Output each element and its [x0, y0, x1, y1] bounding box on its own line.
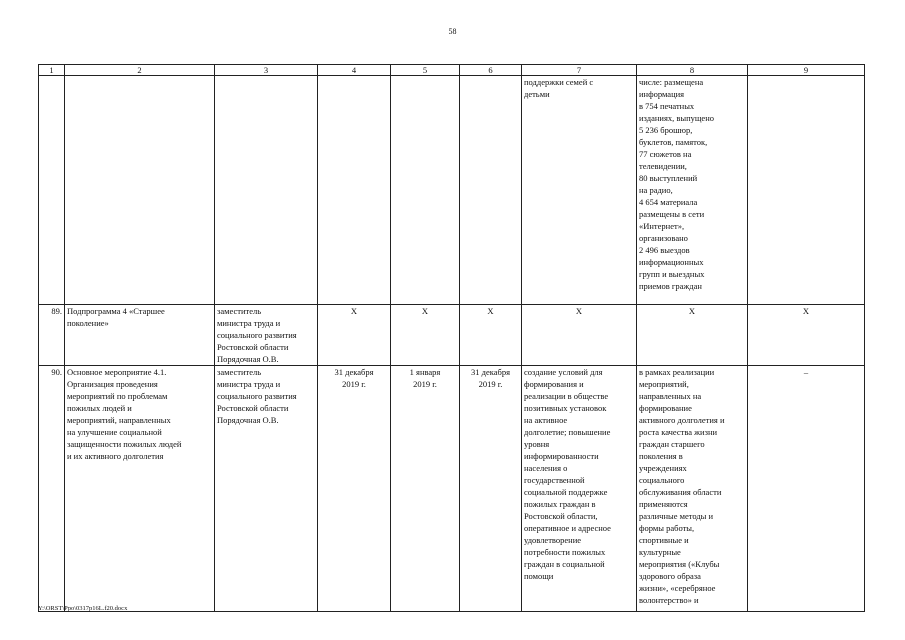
x-mark: Х [748, 305, 865, 366]
planned-date: 31 декабря 2019 г. [318, 366, 391, 612]
table-cell [215, 76, 318, 305]
header-cell: 6 [460, 65, 522, 76]
responsible-person: заместитель министра труда и социального развития Ростовской области Порядочная О.В. [215, 366, 318, 612]
table-cell [460, 76, 522, 305]
actual-results-cell: числе: размещена информация в 754 печатных изданиях, выпущено 5 236 брошюр, буклетов, памяток, 77 сюжетов на телевидении, 80 выступлений на радио, 4 654 материала размещены в сети «Интернет», организовано 2 496 выездов информационных групп и выездных приемов граждан [637, 76, 748, 305]
actual-results: в рамках реализации мероприятий, направленных на формирование активного долголетия и роста качества жизни граждан старшего поколения в учреждениях социального обслуживания области применяются различные методы и формы работы, спортивные и культурные мероприятия («Клубы здорового образа жизни», «серебряное волонтерство» и [637, 366, 748, 612]
page-number: 58 [448, 27, 457, 36]
activity-name: Основное мероприятие 4.1. Организация проведения мероприятий по проблемам пожилых людей и мероприятий, направленных на улучшение социальной защищенности пожилых людей и их активного долголетия [65, 366, 215, 612]
header-cell: 9 [748, 65, 865, 76]
end-date: 31 декабря 2019 г. [460, 366, 522, 612]
x-mark: Х [637, 305, 748, 366]
results-cell: поддержки семей с детьми [522, 76, 637, 305]
header-cell: 2 [65, 65, 215, 76]
row-number: 90. [39, 366, 65, 612]
x-mark: Х [460, 305, 522, 366]
header-cell: 8 [637, 65, 748, 76]
program-table [38, 64, 865, 612]
notes-cell: – [748, 366, 865, 612]
table-cell [65, 76, 215, 305]
table-cell [318, 76, 391, 305]
responsible-person: заместитель министра труда и социального развития Ростовской области Порядочная О.В. [215, 305, 318, 366]
header-cell: 3 [215, 65, 318, 76]
x-mark: Х [318, 305, 391, 366]
program-name: Подпрограмма 4 «Старшее поколение» [65, 305, 215, 366]
table-cell [748, 76, 865, 305]
start-date: 1 января 2019 г. [391, 366, 460, 612]
table-row-90 [39, 366, 865, 612]
expected-results: создание условий для формирования и реализации в обществе позитивных установок на активное долголетие; повышение уровня информированности населения о государственной социальной поддержке пожилых граждан в Ростовской области, оперативное и адресное удовлетворение потребности пожилых граждан в социальной помощи [522, 366, 637, 612]
table-cell [39, 76, 65, 305]
file-path-footer: Y:\ORST\Ppo\0317p16L.f20.docx [38, 605, 128, 612]
row-number: 89. [39, 305, 65, 366]
header-cell: 1 [39, 65, 65, 76]
table-row-89 [39, 305, 865, 366]
x-mark: Х [522, 305, 637, 366]
header-cell: 7 [522, 65, 637, 76]
x-mark: Х [391, 305, 460, 366]
header-cell: 4 [318, 65, 391, 76]
table-row-continuation [39, 76, 865, 305]
table-header-row [39, 65, 865, 76]
table-cell [391, 76, 460, 305]
header-cell: 5 [391, 65, 460, 76]
